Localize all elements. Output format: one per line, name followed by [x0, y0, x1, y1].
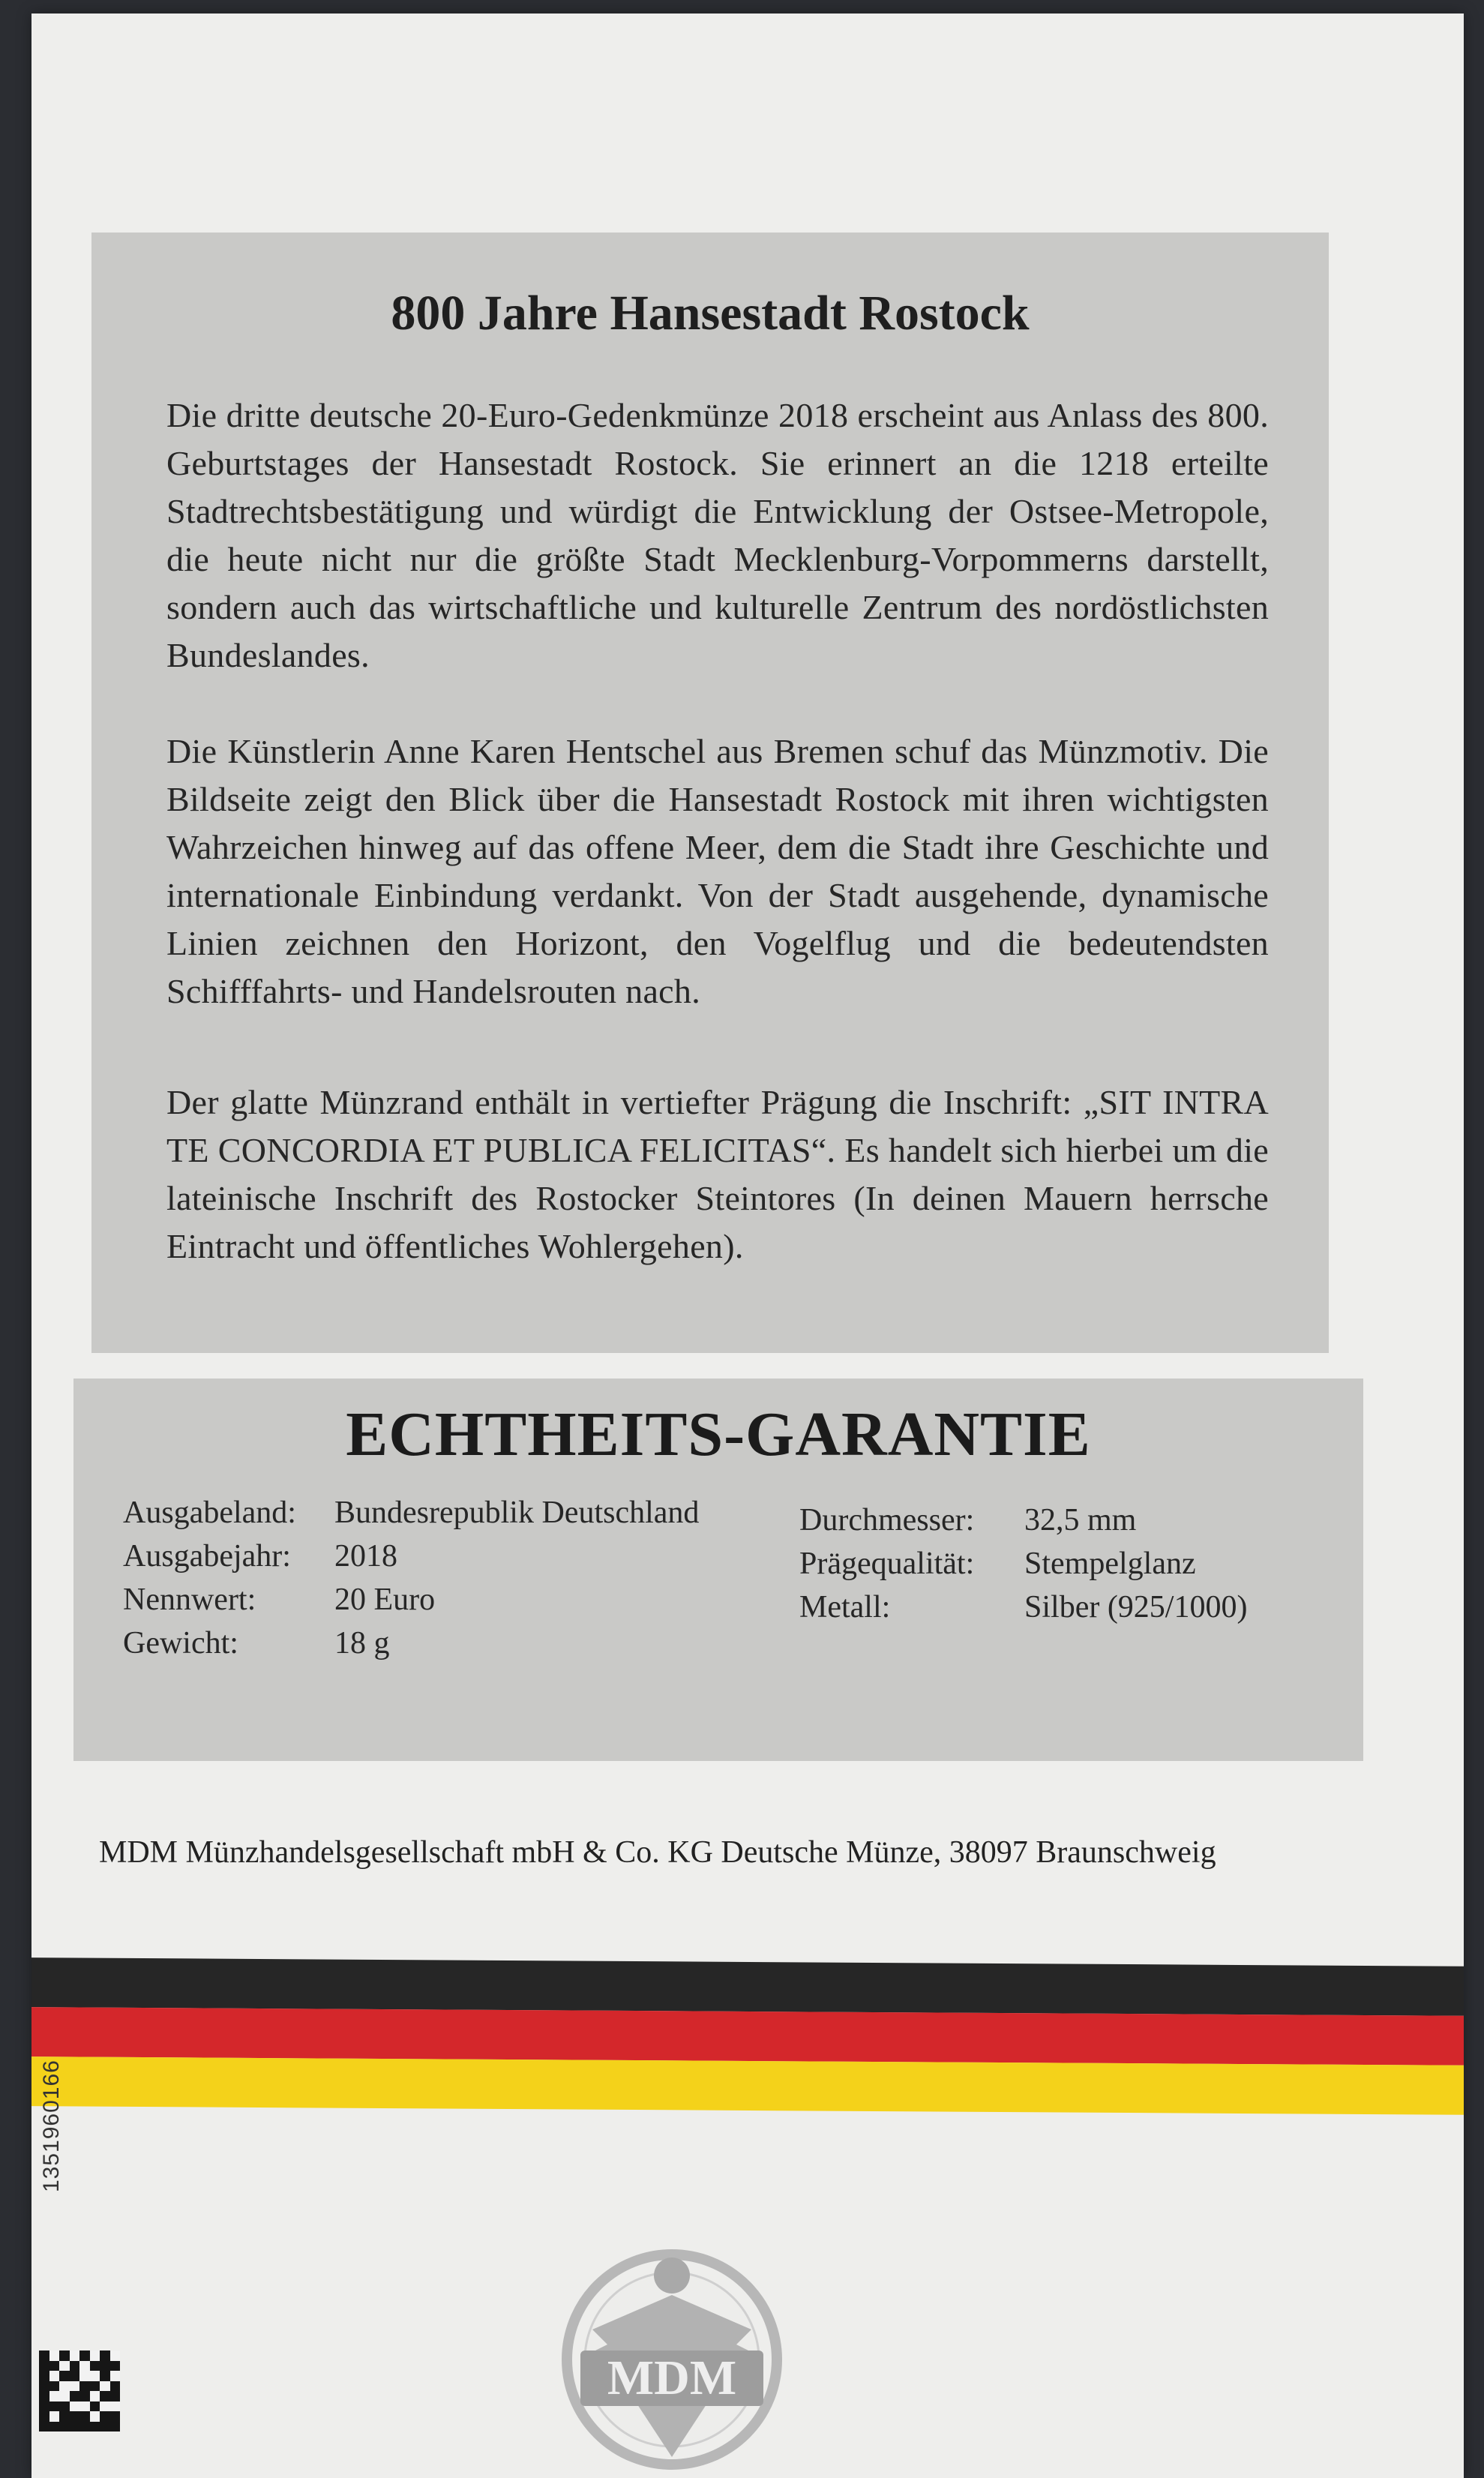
- fact-row: [799, 1498, 1247, 1542]
- fact-value: 32,5 mm: [1024, 1503, 1137, 1538]
- paragraph-2: Die Künstlerin Anne Karen Hentschel aus Bremen schuf das Münzmotiv. Die Bildseite zeigt den Blick über die Hansestadt Rostock mit ihren wichtigsten Wahrzeichen hinweg auf das offene Meer, dem die Stadt ihre Geschichte und internationale Einbindung verdankt. Von der Stadt ausgehende, dynamische Linien zeichnen den Horizont, den Vogelflug und die bedeutendsten Schifffahrts- und Handelsrouten nach.: [166, 732, 1269, 1010]
- fact-value: 20 Euro: [334, 1582, 436, 1617]
- mdm-eagle-logo-icon: [547, 2232, 796, 2478]
- facts-right-column: [799, 1498, 1247, 1629]
- facts-left-column: [123, 1491, 699, 1665]
- fact-row: [799, 1586, 1247, 1629]
- fact-row: [123, 1534, 699, 1578]
- logo-text: MDM: [607, 2350, 737, 2405]
- authenticity-panel: [73, 1378, 1363, 1761]
- fact-label: Nennwert:: [123, 1582, 256, 1617]
- flag-stripe-red: [31, 2007, 1464, 2066]
- serial-number: 13519601​66: [39, 2060, 64, 2192]
- paragraph-1: Die dritte deutsche 20-Euro-Gedenkmünze 2018 erscheint aus Anlass des 800. Geburtstages der Hansestadt Rostock. Sie erinnert an die 1218 erteilte Stadtrechtsbestätigung und würdigt die Entwicklung der Ostsee-Metropole, die heute nicht nur die größte Stadt Mecklenburg-Vorpommerns darstellt, sondern auch das wirtschaftliche und kulturelle Zentrum des nordöstlichsten Bundeslandes.: [166, 396, 1269, 674]
- fact-label: Ausgabejahr:: [123, 1539, 291, 1574]
- datamatrix-code-icon: [39, 2350, 120, 2432]
- fact-value: 2018: [334, 1539, 397, 1574]
- fact-label: Metall:: [799, 1590, 891, 1624]
- fact-value: 18 g: [334, 1626, 390, 1660]
- fact-label: Durchmesser:: [799, 1503, 975, 1538]
- certificate-card: [31, 14, 1464, 2478]
- publisher-line: MDM Münzhandelsgesellschaft mbH & Co. KG Deutsche Münze, 38097 Braunschweig: [99, 1835, 1216, 1870]
- flag-stripe-gold: [31, 2056, 1464, 2115]
- fact-value: Bundesrepublik Deutschland: [334, 1496, 700, 1530]
- fact-row: [799, 1542, 1247, 1586]
- fact-label: Gewicht:: [123, 1626, 238, 1660]
- authenticity-title: ECHTHEITS-GARANTIE: [346, 1400, 1091, 1469]
- fact-row: [123, 1578, 699, 1622]
- fact-label: Ausgabeland:: [123, 1496, 296, 1530]
- flag-stripe-black: [31, 1958, 1464, 2016]
- fact-label: Prägequalität:: [799, 1546, 975, 1581]
- page-title: 800 Jahre Hansestadt Rostock: [391, 286, 1030, 340]
- story-panel: [91, 232, 1329, 1353]
- fact-row: [123, 1491, 699, 1534]
- paragraph-3: Der glatte Münzrand enthält in vertiefter Prägung die Inschrift: „SIT INTRA TE CONCORDIA ET PUBLICA FELICITAS“. Es handelt sich hierbei um die lateinische Inschrift des Rostocker Steintores (In deinen Mauern herrsche Eintracht und öffentliches Wohlergehen).: [166, 1083, 1269, 1265]
- fact-value: Silber (925/1000): [1024, 1590, 1248, 1624]
- fact-value: Stempelglanz: [1024, 1546, 1196, 1581]
- fact-row: [123, 1622, 699, 1665]
